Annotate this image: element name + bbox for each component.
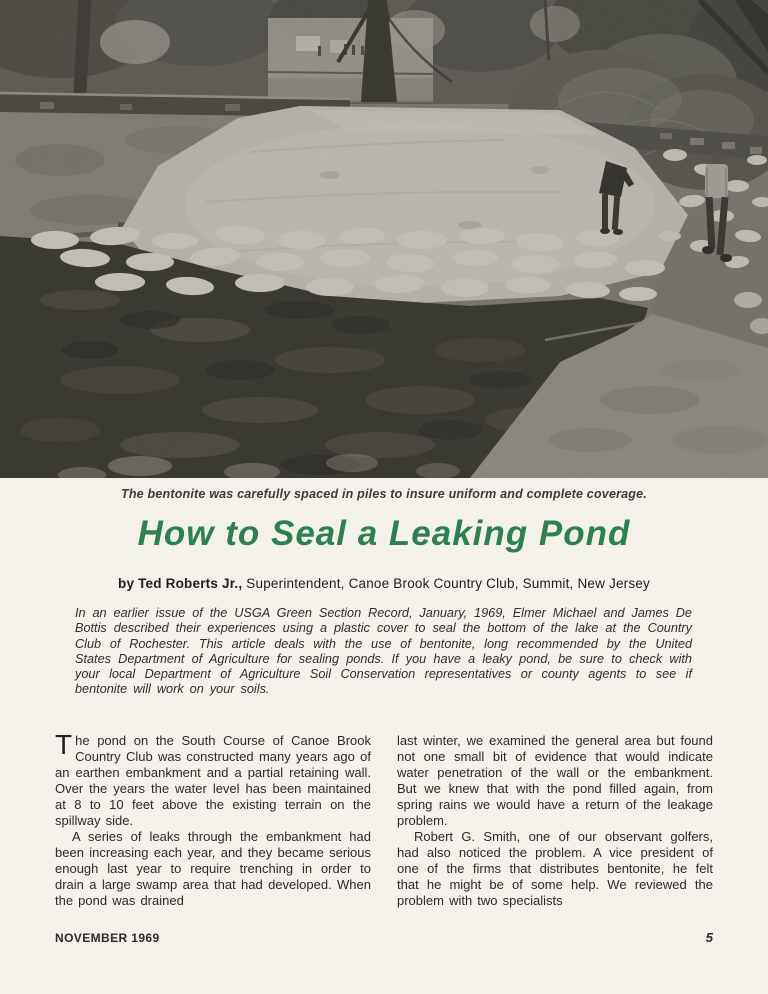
- paragraph: A series of leaks through the embankment had been increasing each year, and they became serious enough last year to require trenching in order to drain a large swamp area that had developed. When the pond was drained: [55, 829, 371, 908]
- drop-cap: T: [55, 729, 73, 760]
- paragraph: The pond on the South Course of Canoe Brook Country Club was constructed many years ago of an earthen embankment and a partial retaining wall. Over the years the water level has been maintained at 8 to 10 feet above the existing terrain on the spillway side.: [55, 729, 371, 828]
- article-body: [55, 729, 713, 909]
- page-footer: [55, 930, 713, 945]
- paragraph: last winter, we examined the general area but found not one small bit of evidence that would indicate water penetration of the wall or the embankment. But we knew that with the pond filled again, from spring rains we would have a return of the leakage problem.: [397, 733, 713, 828]
- pond-photo-illustration: [0, 0, 768, 478]
- body-right-column: [397, 733, 713, 909]
- footer-page-number: 5: [705, 930, 713, 945]
- byline-author: by Ted Roberts Jr.,: [118, 576, 243, 591]
- paragraph: Robert G. Smith, one of our observant golfers, had also noticed the problem. A vice president of one of the firms that distributes bentonite, he felt that he might be of some help. We reviewed the problem with two specialists: [397, 829, 713, 908]
- intro-paragraph: In an earlier issue of the USGA Green Section Record, January, 1969, Elmer Michael and James De Bottis described their experiences using a plastic cover to seal the bottom of the lake at the Country Club of Rochester. This article deals with the use of bentonite, long recommended by the United States Department of Agriculture for sealing ponds. If you have a leaky pond, be sure to check with your local Department of Agriculture Soil Conservation representatives or county agents to see if bentonite will work on your soils.: [75, 606, 692, 697]
- article-title: How to Seal a Leaking Pond: [137, 514, 631, 553]
- article-photo: [0, 0, 768, 478]
- body-left-column: [55, 729, 371, 909]
- footer-issue-date: NOVEMBER 1969: [55, 931, 160, 945]
- photo-caption: The bentonite was carefully spaced in piles to insure uniform and complete coverage.: [121, 487, 647, 501]
- grain-light: [0, 0, 768, 478]
- article-byline: [0, 576, 768, 591]
- byline-affiliation: Superintendent, Canoe Brook Country Club, Summit, New Jersey: [242, 576, 650, 591]
